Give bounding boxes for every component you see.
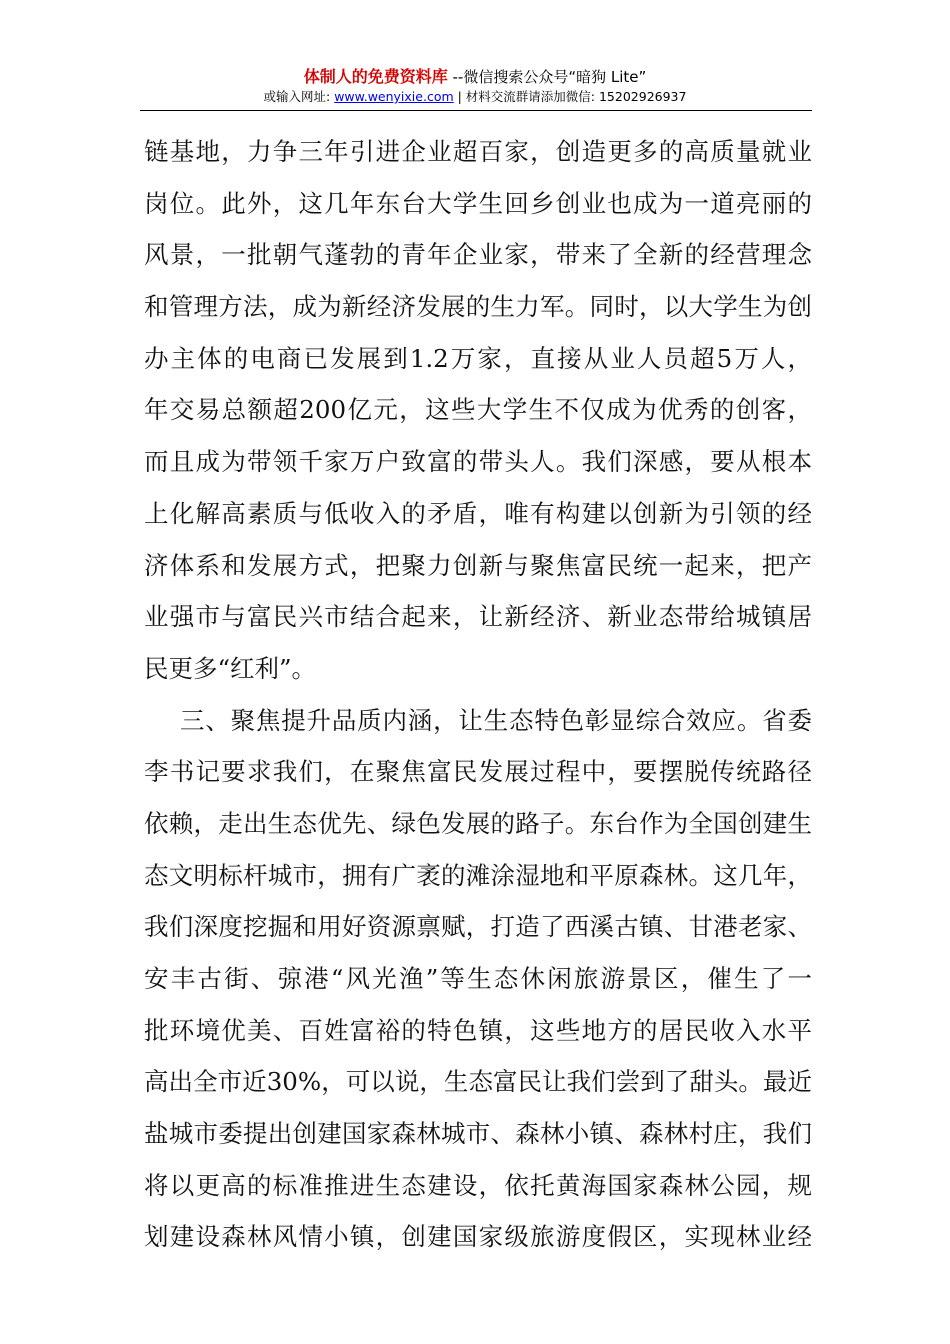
text-line: 岗位。此外，这几年东台大学生回乡创业也成为一道亮丽的 — [144, 188, 812, 218]
text-line: 安丰古街、弶港“风光渔”等生态休闲旅游景区，催生了一 — [144, 964, 812, 993]
text-line: 民更多“红利”。 — [144, 653, 317, 683]
text-line: 风景，一批朝气蓬勃的青年企业家，带来了全新的经营理念 — [144, 240, 812, 270]
text-line: 态文明标杆城市，拥有广袤的滩涂湿地和平原森林。这几年， — [144, 860, 812, 890]
text-line: 我们深度挖掘和用好资源禀赋，打造了西溪古镇、甘港老家、 — [144, 912, 812, 942]
header-url-suffix: | 材料交流群请添加微信: 15202926937 — [453, 89, 687, 104]
header-title-red: 体制人的免费资料库 — [303, 67, 448, 86]
text-line: 上化解高素质与低收入的矛盾，唯有构建以创新为引领的经 — [144, 498, 812, 528]
text-line: 批环境优美、百姓富裕的特色镇，这些地方的居民收入水平 — [144, 1015, 812, 1045]
text-line: 年交易总额超200亿元，这些大学生不仅成为优秀的创客， — [144, 395, 812, 425]
text-line: 依赖，走出生态优先、绿色发展的路子。东台作为全国创建生 — [144, 808, 812, 838]
text-line: 链基地，力争三年引进企业超百家，创造更多的高质量就业 — [144, 137, 812, 166]
header-title-rest: --微信搜索公众号“暗狗 Lite” — [452, 68, 647, 86]
document-body — [144, 126, 812, 1263]
text-line: 划建设森林风情小镇，创建国家级旅游度假区，实现林业经 — [144, 1222, 812, 1252]
text-line: 业强市与富民兴市结合起来，让新经济、新业态带给城镇居 — [144, 602, 812, 632]
section-three-heading-line: 三、聚焦提升品质内涵，让生态特色彰显综合效应。省委 — [180, 705, 812, 735]
header-title-line — [0, 66, 950, 88]
website-link[interactable]: www.wenyixie.com — [334, 89, 454, 104]
text-line: 盐城市委提出创建国家森林城市、森林小镇、森林村庄，我们 — [144, 1119, 812, 1149]
text-line: 高出全市近30%，可以说，生态富民让我们尝到了甜头。最近 — [144, 1067, 812, 1097]
header-url-line — [0, 88, 950, 106]
text-line: 李书记要求我们，在聚焦富民发展过程中，要摆脱传统路径 — [144, 757, 812, 787]
text-line: 办主体的电商已发展到1.2万家，直接从业人员超5万人， — [144, 343, 812, 373]
text-line: 和管理方法，成为新经济发展的生力军。同时，以大学生为创 — [144, 292, 812, 322]
text-line: 将以更高的标准推进生态建设，依托黄海国家森林公园，规 — [144, 1170, 812, 1200]
header-divider — [140, 110, 812, 111]
text-line: 而且成为带领千家万户致富的带头人。我们深感，要从根本 — [144, 447, 812, 477]
text-line: 济体系和发展方式，把聚力创新与聚焦富民统一起来，把产 — [144, 550, 812, 580]
page-header — [0, 66, 950, 106]
header-url-prefix: 或输入网址: — [263, 89, 335, 104]
